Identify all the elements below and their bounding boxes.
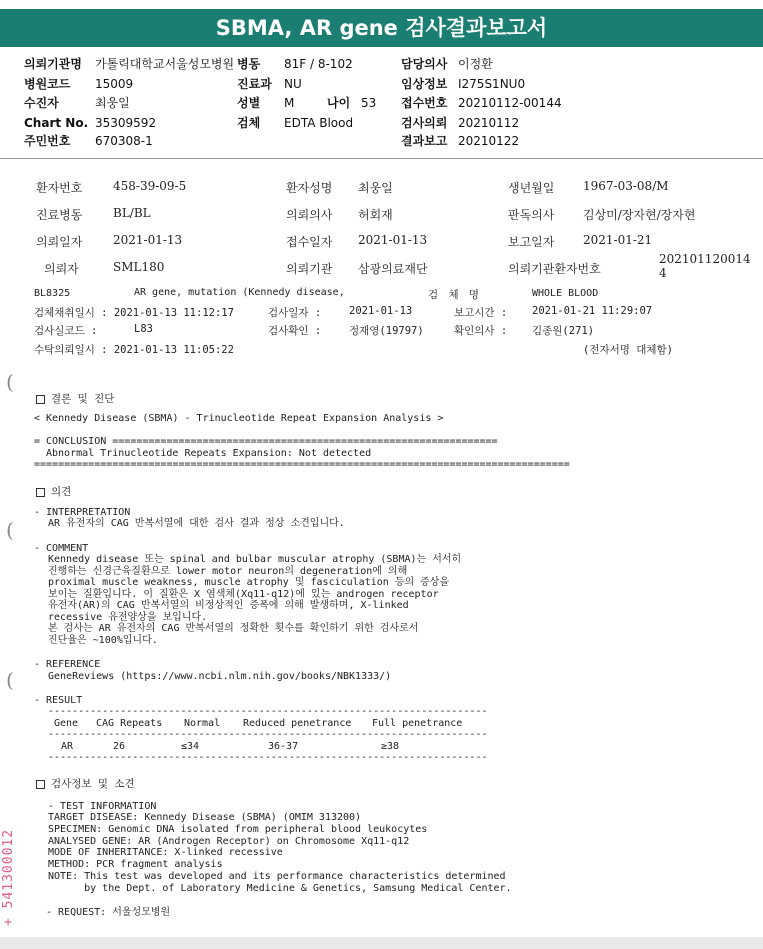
reference-head: - REFERENCE xyxy=(34,659,101,670)
form-r3-value: 2021-01-21 xyxy=(583,233,653,247)
c1-label: Chart No. xyxy=(24,116,89,130)
form-r1-value: 최웅일 xyxy=(358,181,393,195)
result-cell: AR xyxy=(61,741,74,752)
result-col-header: CAG Repeats xyxy=(96,718,163,729)
spec-row2-d: 보고시간 : xyxy=(454,307,508,319)
c1-value: 가톨릭대학교서울성모병원 xyxy=(95,57,235,71)
interp-text: AR 유전자의 CAG 반복서열에 대한 검사 결과 정상 소견입니다. xyxy=(48,518,345,529)
c3-value: 20210112-00144 xyxy=(458,96,562,110)
spec-row4-a: 수탁의뢰일시 : 2021-01-13 11:05:22 xyxy=(34,344,234,356)
c1-value: 최웅일 xyxy=(95,96,130,110)
reference-text: GeneReviews (https://www.ncbi.nlm.nih.gov/books/NBK1333/) xyxy=(48,671,392,682)
form-r4-value: SML180 xyxy=(113,260,165,274)
square-bullet-icon xyxy=(36,395,45,404)
section-conclusion: 결론 및 진단 xyxy=(36,391,114,406)
info-line: by the Dept. of Laboratory Medicine & Genetics, Samsung Medical Center. xyxy=(48,882,512,894)
info-line: NOTE: This test was developed and its performance characteristics determined xyxy=(48,871,506,882)
form-r1-label: 환자번호 xyxy=(36,181,83,195)
margin-mark: ( xyxy=(6,370,14,394)
form-r2-label: 의뢰의사 xyxy=(286,208,333,222)
c3-label: 결과보고 xyxy=(401,134,448,148)
margin-mark: ( xyxy=(6,518,14,542)
info-head: - TEST INFORMATION xyxy=(48,801,157,812)
c2-label: 진료과 xyxy=(237,77,272,91)
form-r4-value: 삼광의료재단 xyxy=(358,262,428,276)
spec-row3-a: 검사실코드 : xyxy=(34,325,98,337)
bottom-bar xyxy=(0,937,763,949)
conclusion-head: = CONCLUSION ================================================================ xyxy=(34,436,498,447)
c2-value: NU xyxy=(284,77,302,91)
result-rule: ------------------------------------------------------------------------- xyxy=(48,729,488,740)
result-cell: ≥38 xyxy=(381,741,400,752)
c2-label: 병동 xyxy=(237,57,261,71)
form-r1-label: 환자성명 xyxy=(286,181,333,195)
specimen-code: BL8325 xyxy=(34,288,71,299)
comment-line: Kennedy disease 또는 spinal and bulbar muscular atrophy (SBMA)는 서서히 xyxy=(48,554,462,565)
age-value: 53 xyxy=(361,96,377,110)
result-col-header: Reduced penetrance xyxy=(243,718,352,729)
c1-label: 주민번호 xyxy=(24,134,71,148)
result-col-header: Gene xyxy=(54,718,79,729)
info-line: SPECIMEN: Genomic DNA isolated from peripheral blood leukocytes xyxy=(48,823,428,835)
c2-label: 검체 xyxy=(237,116,261,130)
spec-row2-e: 2021-01-21 11:29:07 xyxy=(532,305,653,317)
c3-value: 20210122 xyxy=(458,134,520,148)
c2-value: M xyxy=(284,96,295,110)
form-r1-label: 생년월일 xyxy=(508,181,555,195)
spec-row2-b: 검사일자 : xyxy=(268,307,322,319)
comment-line: recessive 유전양상을 보입니다. xyxy=(48,611,208,623)
comment-line: 진단율은 ~100%입니다. xyxy=(48,634,158,646)
c3-label: 담당의사 xyxy=(401,57,448,71)
c1-value: 15009 xyxy=(95,77,134,91)
square-bullet-icon xyxy=(36,488,45,497)
interp-head: - INTERPRETATION xyxy=(34,507,131,518)
age-label: 나이 xyxy=(327,96,351,110)
conclusion-text: Abnormal Trinucleotide Repeats Expansion: Not detected xyxy=(46,448,372,459)
form-r4-label: 의뢰자 xyxy=(44,262,79,276)
c2-label: 성별 xyxy=(237,96,261,110)
spec-row2-c: 2021-01-13 xyxy=(349,305,413,317)
specimen-test: AR gene, mutation (Kennedy disease, xyxy=(134,287,345,298)
result-rule: ------------------------------------------------------------------------- xyxy=(48,752,488,763)
form-r2-value: 허회재 xyxy=(358,208,393,222)
c1-label: 병원코드 xyxy=(24,77,71,91)
section-test-info: 검사정보 및 소견 xyxy=(36,776,135,791)
form-r3-value: 2021-01-13 xyxy=(358,233,428,247)
c1-label: 수진자 xyxy=(24,96,59,110)
comment-head: - COMMENT xyxy=(34,543,89,554)
red-stamp-number: + 541300012 xyxy=(1,828,17,927)
form-r4-value: 202101120014 xyxy=(659,252,751,266)
c2-value: 81F / 8-102 xyxy=(284,57,353,71)
spec-row3-e: 확인의사 : xyxy=(454,325,508,337)
form-r4-label: 의뢰기관 xyxy=(286,262,333,276)
form-r2-value: 김상미/장자현/장자현 xyxy=(583,208,696,222)
conclusion-rule: ========================================================================================= xyxy=(34,459,570,470)
form-r2-label: 판독의사 xyxy=(508,208,555,222)
result-cell: 36-37 xyxy=(268,741,299,752)
form-r2-value: BL/BL xyxy=(113,206,151,220)
comment-line: 유전자(AR)의 CAG 반복서열의 비정상적인 증폭에 의해 발생하며, X-linked xyxy=(48,600,409,611)
info-line: METHOD: PCR fragment analysis xyxy=(48,859,223,871)
form-r3-label: 보고일자 xyxy=(508,235,555,249)
spec-row3-d: 정재영(19797) xyxy=(349,325,424,337)
specimen-value: WHOLE BLOOD xyxy=(532,288,599,299)
square-bullet-icon xyxy=(36,780,45,789)
report-subtitle: < Kennedy Disease (SBMA) - Trinucleotide Repeat Expansion Analysis > xyxy=(34,413,444,424)
form-r3-label: 접수일자 xyxy=(286,235,333,249)
result-col-header: Normal xyxy=(184,718,221,729)
comment-line: 진행하는 신경근육질환으로 lower motor neuron의 degeneration에 의해 xyxy=(48,565,408,577)
spec-row3-f: 김종원(271) xyxy=(532,325,595,337)
result-head: - RESULT xyxy=(34,695,83,706)
comment-line: 보이는 질환입니다. 이 질환은 X 염색체(Xq11-q12)에 있는 androgen receptor xyxy=(48,588,439,600)
info-line: ANALYSED GENE: AR (Androgen Receptor) on Chromosome Xq11-q12 xyxy=(48,835,410,847)
report-title: SBMA, AR gene 검사결과보고서 xyxy=(0,9,763,47)
spec-row3-c: 검사확인 : xyxy=(268,325,322,337)
c3-value: I275S1NU0 xyxy=(458,77,526,91)
c3-value: 20210112 xyxy=(458,116,520,130)
c3-label: 검사의뢰 xyxy=(401,116,448,130)
result-rule: ------------------------------------------------------------------------- xyxy=(48,706,488,717)
margin-mark: ( xyxy=(6,668,14,692)
result-col-header: Full penetrance xyxy=(372,718,463,729)
result-cell: ≤34 xyxy=(181,741,200,752)
spec-row2-a: 검체채취일시 : 2021-01-13 11:12:17 xyxy=(34,307,234,319)
form-r4-extra: 4 xyxy=(659,266,667,280)
info-line: TARGET DISEASE: Kennedy Disease (SBMA) (OMIM 313200) xyxy=(48,812,362,823)
section-opinion: 의견 xyxy=(36,484,71,499)
info-line: MODE OF INHERITANCE: X-linked recessive xyxy=(48,847,283,859)
comment-line: proximal muscle weakness, muscle atrophy 및 fasciculation 등의 증상을 xyxy=(48,577,450,588)
form-r2-label: 진료병동 xyxy=(36,208,83,222)
spec-row4-b: (전자서명 대체함) xyxy=(583,344,673,356)
form-r1-value: 458-39-09-5 xyxy=(113,179,187,193)
form-r3-value: 2021-01-13 xyxy=(113,233,183,247)
c3-value: 이정환 xyxy=(458,57,493,71)
form-r3-label: 의뢰일자 xyxy=(36,235,83,249)
form-r4-label: 의뢰기관환자번호 xyxy=(508,262,601,276)
request-line: - REQUEST: 서울성모병원 xyxy=(46,907,171,918)
specimen-label: 검 체 명 xyxy=(428,289,482,301)
c1-value: 35309592 xyxy=(95,116,157,130)
c1-label: 의뢰기관명 xyxy=(24,57,82,71)
form-r1-value: 1967-03-08/M xyxy=(583,179,669,193)
c3-label: 임상정보 xyxy=(401,77,448,91)
divider xyxy=(0,158,763,159)
comment-line: 본 검사는 AR 유전자의 CAG 반복서열의 정확한 횟수를 확인하기 위한 검사로서 xyxy=(48,623,419,634)
result-cell: 26 xyxy=(113,741,126,752)
c3-label: 접수번호 xyxy=(401,96,448,110)
c2-value: EDTA Blood xyxy=(284,116,354,130)
c1-value: 670308-1 xyxy=(95,134,153,148)
spec-row3-b: L83 xyxy=(134,323,153,335)
